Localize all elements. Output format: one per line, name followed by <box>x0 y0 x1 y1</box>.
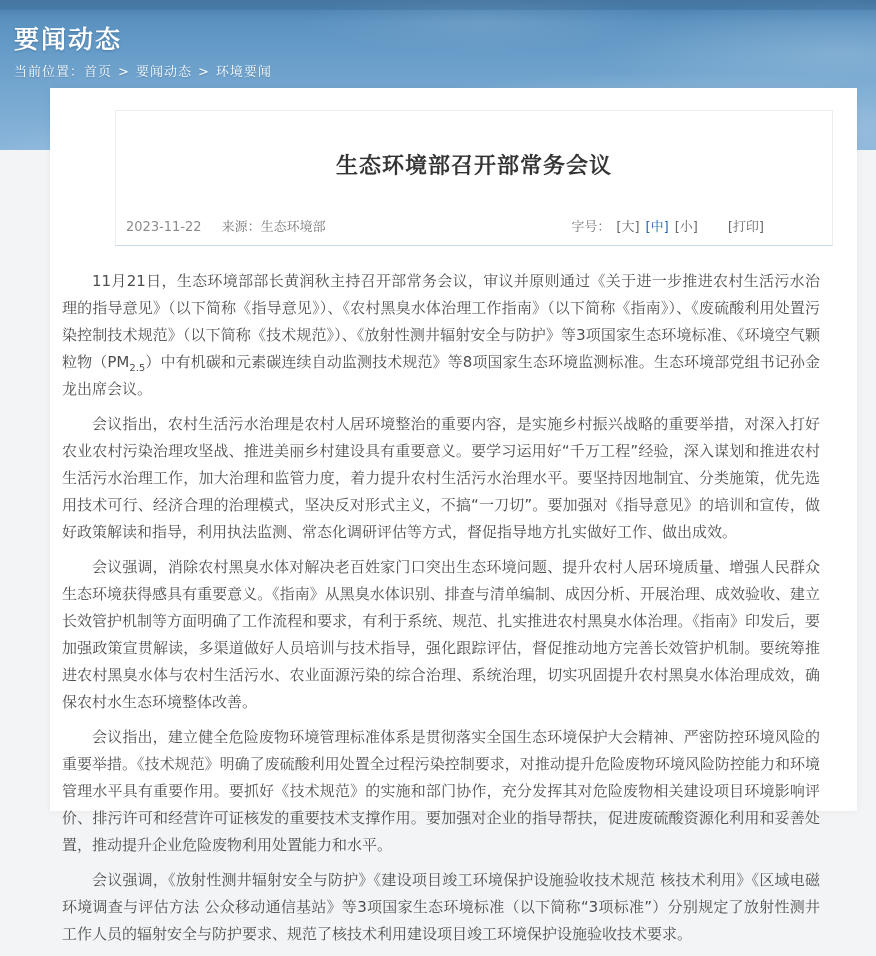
paragraph-text: 会议强调，消除农村黑臭水体对解决老百姓家门口突出生态环境问题、提升农村人居环境质量、增强人民群众生态环境获得感具有重要意义。《指南》从黑臭水体识别、排查与清单编制、成因分析、开展治理、成效验收、建立长效管护机制等方面明确了工作流程和要求，有利于系统、规范、扎实推进农村黑臭水体治理。《指南》印发后，要加强政策宣贯解读，多渠道做好人员培训与技术指导，强化跟踪评估，督促推动地方完善长效管护机制。要统筹推进农村黑臭水体与农村生活污水、农业面源污染的综合治理、系统治理，切实巩固提升农村黑臭水体治理成效，确保农村水生态环境整体改善。 <box>62 558 820 711</box>
article-paragraph <box>62 268 820 403</box>
font-size-button-1[interactable]: [大] <box>616 220 640 235</box>
article-meta <box>126 216 822 235</box>
article-paragraph <box>62 724 820 859</box>
paragraph-text: 会议指出，农村生活污水治理是农村人居环境整治的重要内容，是实施乡村振兴战略的重要举措，对深入打好农业农村污染治理攻坚战、推进美丽乡村建设具有重要意义。要学习运用好“千万工程”经验，深入谋划和推进农村生活污水治理工作，加大治理和监管力度，着力提升农村生活污水治理水平。要坚持因地制宜、分类施策，优先选用技术可行、经济合理的治理模式，坚决反对形式主义，不搞“一刀切”。要加强对《指导意见》的培训和宣传，做好政策解读和指导，利用执法监测、常态化调研评估等方式，督促指导地方扎实做好工作、做出成效。 <box>62 415 820 541</box>
font-size-label: 字号： <box>571 220 611 235</box>
content-wrapper <box>50 88 857 943</box>
breadcrumb-label: 当前位置： <box>14 65 85 80</box>
section-title: 要闻动态 <box>14 25 123 54</box>
article-paragraph <box>62 554 820 716</box>
paragraph-text: 会议强调，《放射性测井辐射安全与防护》《建设项目竣工环境保护设施验收技术规范 核技术利用》《区域电磁环境调查与评估方法 公众移动通信基站》等3项国家生态环境标准（以下简称“3项标准”）分别规定了放射性测井工作人员的辐射安全与防护要求、规范了核技术利用建设项目竣工环境保护设施验收技术要求。 <box>62 871 820 943</box>
article-meta-right <box>571 216 764 235</box>
breadcrumb-link-3[interactable]: 环境要闻 <box>215 65 272 80</box>
breadcrumb-separator: > <box>118 65 130 80</box>
breadcrumb-link-2[interactable]: 要闻动态 <box>135 65 192 80</box>
article-paragraph <box>62 411 820 546</box>
article-meta-left <box>126 216 326 235</box>
paragraph-text: ）中有机碳和元素碳连续自动监测技术规范》等8项国家生态环境监测标准。生态环境部党组书记孙金龙出席会议。 <box>62 353 820 398</box>
font-size-button-3[interactable]: [小] <box>674 220 698 235</box>
subscript-text: 2.5 <box>129 363 146 374</box>
article-paragraph <box>62 867 820 948</box>
article-source: 来源：生态环境部 <box>221 220 326 235</box>
print-button[interactable]: [打印] <box>727 220 764 235</box>
breadcrumb-link-1[interactable]: 首页 <box>84 65 113 80</box>
article-header-box <box>115 110 833 246</box>
paragraph-text: 11月21日，生态环境部部长黄润秋主持召开部常务会议，审议并原则通过《关于进一步推进农村生活污水治理的指导意见》（以下简称《指导意见》）、《农村黑臭水体治理工作指南》（以下简称《指南》）、《废硫酸利用处置污染控制技术规范》（以下简称《技术规范》）、《放射性测井辐射安全与防护》等3项国家生态环境标准、《环境空气颗粒物（PM <box>62 272 820 371</box>
paragraph-text: 会议指出，建立健全危险废物环境管理标准体系是贯彻落实全国生态环境保护大会精神、严密防控环境风险的重要举措。《技术规范》明确了废硫酸利用处置全过程污染控制要求，对推动提升危险废物环境风险防控能力和环境管理水平具有重要作用。要抓好《技术规范》的实施和部门协作，充分发挥其对危险废物相关建设项目环境影响评价、排污许可和经营许可证核发的重要技术支撑作用。要加强对企业的指导帮扶，促进废硫酸资源化利用和妥善处置，推动提升企业危险废物利用处置能力和水平。 <box>62 728 820 854</box>
banner-top-bar <box>0 0 876 10</box>
article-body <box>62 268 820 956</box>
article-title: 生态环境部召开部常务会议 <box>335 154 612 179</box>
breadcrumb-separator: > <box>197 65 210 80</box>
breadcrumb <box>14 61 272 80</box>
font-size-button-2[interactable]: [中] <box>645 220 669 235</box>
article-date: 2023-11-22 <box>126 220 202 235</box>
